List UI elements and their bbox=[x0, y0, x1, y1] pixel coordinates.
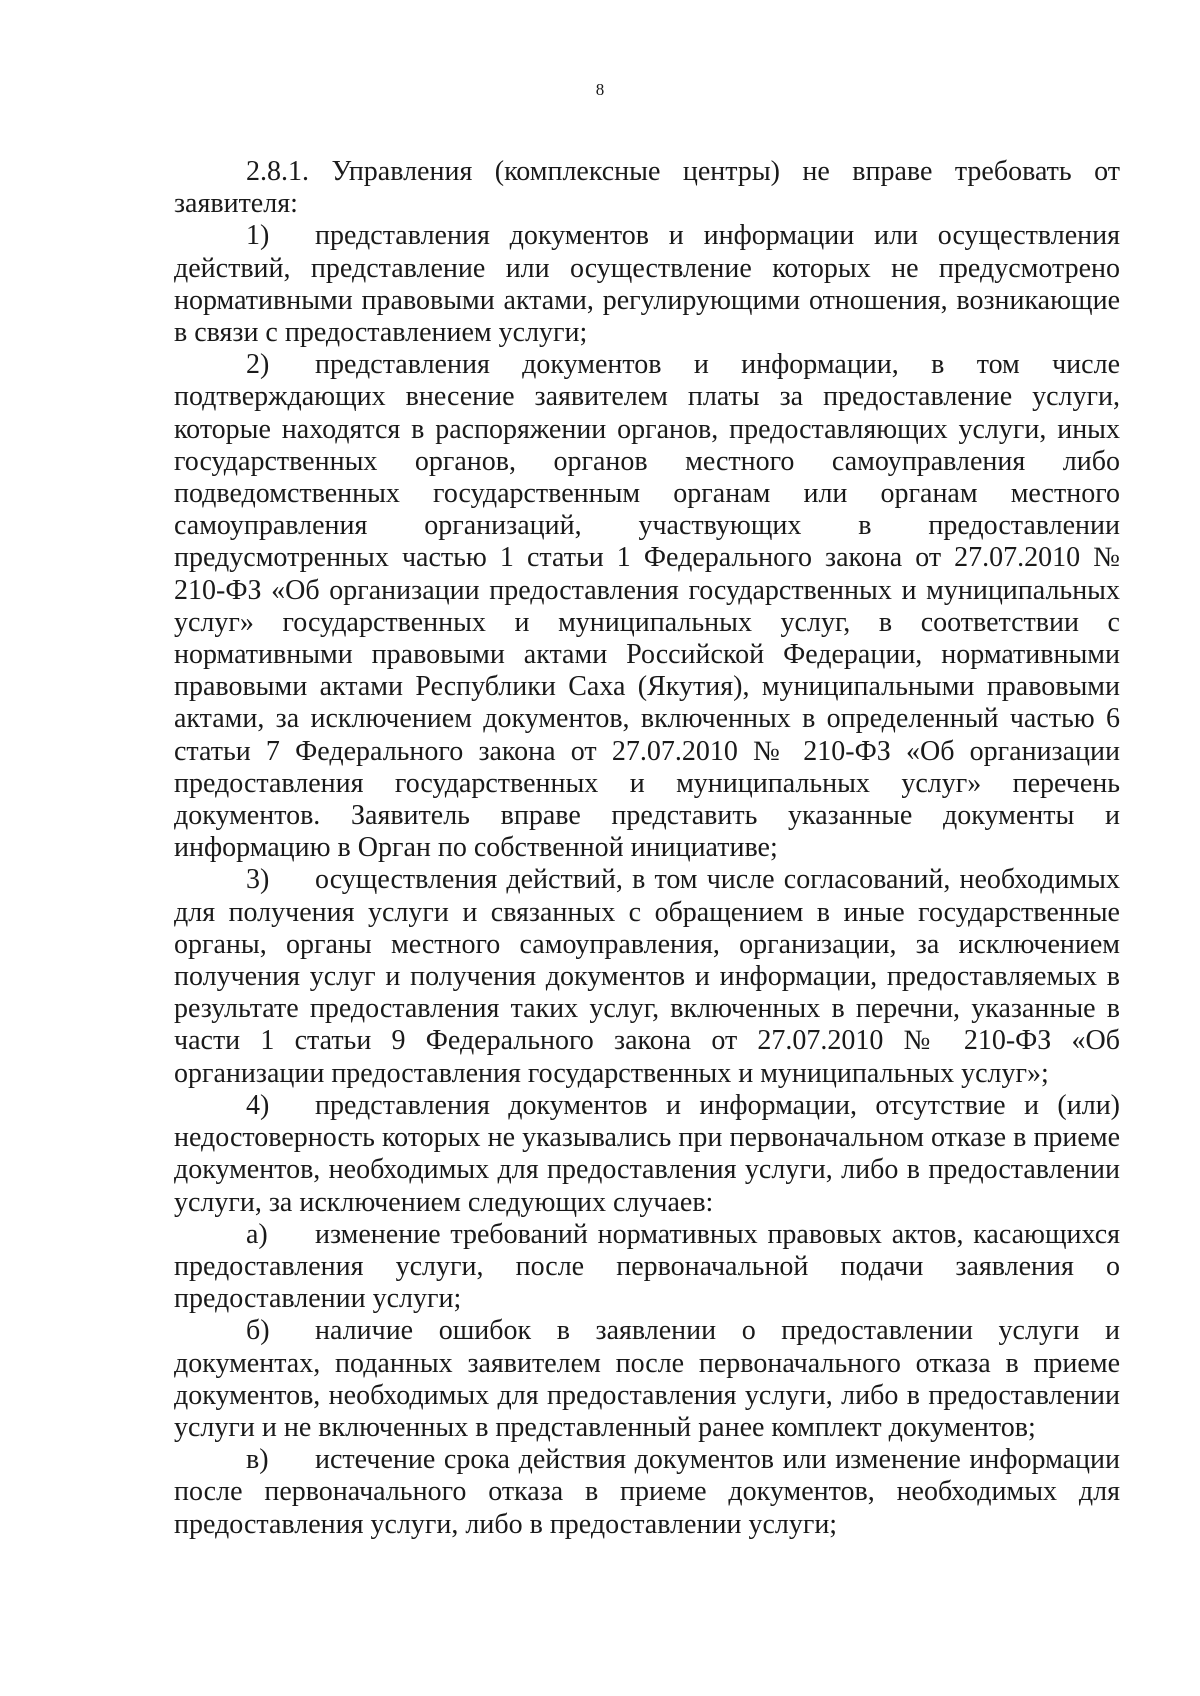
page-number: 8 bbox=[595, 80, 605, 99]
paragraph-text: 2.8.1. Управления (комплексные центры) не вправе требовать от заявителя: bbox=[174, 156, 1120, 220]
list-marker: в) bbox=[246, 1444, 269, 1476]
list-marker: а) bbox=[246, 1218, 268, 1250]
list-item-text: изменение требований нормативных правовых актов, касающихся предоставления услуги, после первоначальной подачи заявления о предоставлении услуги; bbox=[174, 1218, 1120, 1315]
list-item-2 bbox=[174, 349, 1120, 864]
list-item-3 bbox=[174, 864, 1120, 1089]
sub-item-v bbox=[174, 1444, 1120, 1541]
list-item-4 bbox=[174, 1090, 1120, 1219]
list-marker: 1) bbox=[246, 220, 270, 252]
document-body bbox=[174, 156, 1120, 1541]
list-item-text: представления документов и информации, отсутствие и (или) недостоверность которых не указывались при первоначальном отказе в приеме документов, необходимых для предоставления услуги, либо в предоставлении услуги, за исключением следующих случаев: bbox=[174, 1089, 1120, 1218]
list-item-text: представления документов и информации, в том числе подтверждающих внесение заявителем платы за предоставление услуги, которые находятся в распоряжении органов, предоставляющих услуги, иных государственных органов, органов местного самоуправления либо подведомственных государственным органам или органам местного самоуправления организаций, участвующих в предоставлении предусмотренных частью 1 статьи 1 Федерального закона от 27.07.2010 № 210-ФЗ «Об организации предоставления государственных и муниципальных услуг» государственных и муниципальных услуг, в соответствии с нормативными правовыми актами Российской Федерации, нормативными правовыми актами Республики Саха (Якутия), муниципальными правовыми актами, за исключением документов, включенных в определенный частью 6 статьи 7 Федерального закона от 27.07.2010 № 210-ФЗ «Об организации предоставления государственных и муниципальных услуг» перечень документов. Заявитель вправе представить указанные документы и информацию в Орган по собственной инициативе; bbox=[174, 349, 1120, 864]
list-item-1 bbox=[174, 220, 1120, 349]
list-item-text: представления документов и информации или осуществления действий, представление или осуществление которых не предусмотрено нормативными правовыми актами, регулирующими отношения, возникающие в связи с предоставлением услуги; bbox=[174, 220, 1120, 349]
list-marker: 2) bbox=[246, 349, 270, 381]
list-item-text: истечение срока действия документов или изменение информации после первоначального отказа в приеме документов, необходимых для предоставления услуги, либо в предоставлении услуги; bbox=[174, 1444, 1120, 1540]
list-marker: 4) bbox=[246, 1089, 270, 1121]
paragraph-2-8-1 bbox=[174, 156, 1120, 220]
list-marker: б) bbox=[246, 1315, 270, 1347]
list-item-text: осуществления действий, в том числе согласований, необходимых для получения услуги и связанных с обращением в иные государственные органы, органы местного самоуправления, организации, за исключением получения услуг и получения документов и информации, предоставляемых в результате предоставления таких услуг, включенных в перечни, указанные в части 1 статьи 9 Федерального закона от 27.07.2010 № 210-ФЗ «Об организации предоставления государственных и муниципальных услуг»; bbox=[174, 864, 1120, 1089]
list-item-text: наличие ошибок в заявлении о предоставлении услуги и документах, поданных заявителем после первоначального отказа в приеме документов, необходимых для предоставления услуги, либо в предоставлении услуги и не включенных в представленный ранее комплект документов; bbox=[174, 1315, 1120, 1443]
sub-item-b bbox=[174, 1315, 1120, 1444]
sub-item-a bbox=[174, 1219, 1120, 1316]
list-marker: 3) bbox=[246, 864, 270, 896]
